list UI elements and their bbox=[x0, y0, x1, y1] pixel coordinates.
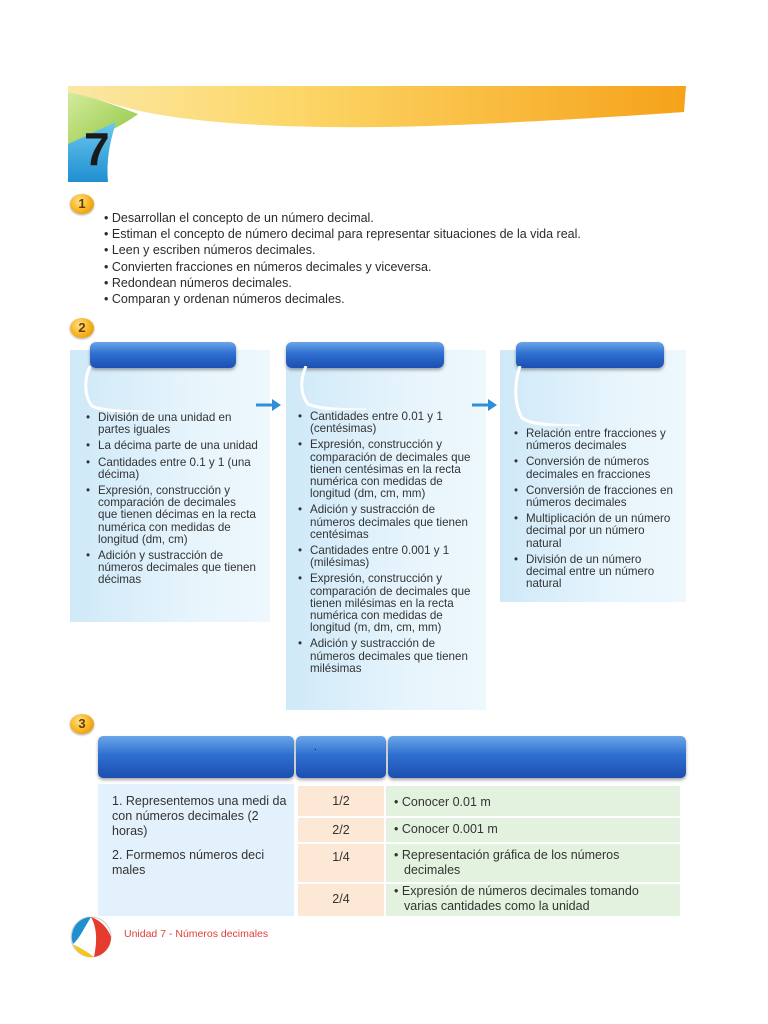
table-header-lessons bbox=[98, 736, 294, 778]
box-curve-decoration bbox=[500, 366, 580, 426]
objective-item: • Comparan y ordenan números decimales. bbox=[104, 291, 724, 307]
objective-item: • Convierten fracciones en números decimales y viceversa. bbox=[104, 259, 724, 275]
objective-item: • Leen y escriben números decimales. bbox=[104, 242, 724, 258]
objective-item: • Redondean números decimales. bbox=[104, 275, 724, 291]
sequence-list-current bbox=[298, 411, 476, 679]
content-cell: • Representación gráfica de los números decimales bbox=[386, 844, 680, 882]
objective-item: • Estiman el concepto de número decimal para representar situaciones de la vida real. bbox=[104, 226, 724, 242]
sequence-item: • Cantidades entre 0.01 y 1 (centésimas) bbox=[298, 411, 476, 435]
table-header-contents bbox=[388, 736, 686, 778]
box-curve-decoration bbox=[70, 366, 150, 412]
sequence-item: • Multiplicación de un número decimal por un número natural bbox=[514, 513, 682, 550]
sequence-item: • Conversión de fracciones en números decimales bbox=[514, 485, 682, 509]
arrow-right-icon bbox=[256, 398, 282, 412]
sequence-item: • Conversión de números decimales en fracciones bbox=[514, 456, 682, 480]
sequence-item: • La décima parte de una unidad bbox=[86, 440, 258, 452]
lesson-1: 1. Representemos una medi da con números decimales (2 horas) bbox=[112, 794, 287, 838]
content-text: Conocer 0.01 m bbox=[401, 795, 491, 809]
content-text: Expresión de números decimales tomando varias cantidades como la unidad bbox=[401, 884, 639, 913]
content-cell: • Expresión de números decimales tomando varias cantidades como la unidad bbox=[386, 884, 680, 916]
content-cell: • Conocer 0.01 m bbox=[386, 786, 680, 816]
content-cell: • Conocer 0.001 m bbox=[386, 818, 680, 842]
section-2-badge: 2 bbox=[70, 318, 94, 338]
section-3-badge: 3 bbox=[70, 714, 94, 734]
content-text: Representación gráfica de los números decimales bbox=[401, 848, 620, 877]
hours-cell: 2/2 bbox=[298, 818, 384, 842]
sequence-list-previous bbox=[86, 412, 258, 591]
sequence-item: • Adición y sustracción de números decimales que tienen milésimas bbox=[298, 638, 476, 675]
content-text: Conocer 0.001 m bbox=[401, 822, 498, 836]
sequence-item: • Adición y sustracción de números decimales que tienen centésimas bbox=[298, 504, 476, 541]
header-banner bbox=[68, 86, 686, 182]
box-curve-decoration bbox=[286, 366, 366, 410]
sequence-item: • Expresión, construcción y comparación de decimales que tienen centésimas en la recta numérica con medidas de longitud (dm, cm, mm) bbox=[298, 439, 476, 500]
sequence-item: • Cantidades entre 0.1 y 1 (una décima) bbox=[86, 457, 258, 481]
header-mark: . bbox=[314, 742, 317, 753]
hours-cell: 1/2 bbox=[298, 786, 384, 816]
section-1-badge: 1 bbox=[70, 194, 94, 214]
hours-cell: 1/4 bbox=[298, 844, 384, 882]
unit-number: 7 bbox=[84, 123, 109, 175]
table-header-hours bbox=[296, 736, 386, 778]
objective-item: • Desarrollan el concepto de un número decimal. bbox=[104, 210, 724, 226]
sequence-item: • Adición y sustracción de números decimales que tienen décimas bbox=[86, 550, 258, 587]
sequence-item: • División de un número decimal entre un número natural bbox=[514, 554, 682, 591]
footer-unit-title: Unidad 7 - Números decimales bbox=[124, 928, 269, 940]
hours-cell: 2/4 bbox=[298, 884, 384, 916]
sequence-item: • Cantidades entre 0.001 y 1 (milésimas) bbox=[298, 545, 476, 569]
lesson-2: 2. Formemos números deci males bbox=[112, 848, 265, 877]
sequence-list-next bbox=[514, 428, 682, 594]
sequence-box-previous-header bbox=[90, 342, 236, 368]
sequence-box-current-header bbox=[286, 342, 444, 368]
arrow-right-icon bbox=[472, 398, 498, 412]
sequence-item: • Expresión, construcción y comparación de decimales que tienen décimas en la recta numérica con medidas de longitud (dm, cm) bbox=[86, 485, 258, 546]
beach-ball-icon bbox=[70, 916, 112, 958]
sequence-item: • Expresión, construcción y comparación de decimales que tienen milésimas en la recta numérica con medidas de longitud (m, dm, cm, mm) bbox=[298, 573, 476, 634]
sequence-box-next-header bbox=[516, 342, 664, 368]
objectives-list bbox=[104, 210, 724, 307]
sequence-item: • División de una unidad en partes iguales bbox=[86, 412, 258, 436]
sequence-item: • Relación entre fracciones y números decimales bbox=[514, 428, 682, 452]
